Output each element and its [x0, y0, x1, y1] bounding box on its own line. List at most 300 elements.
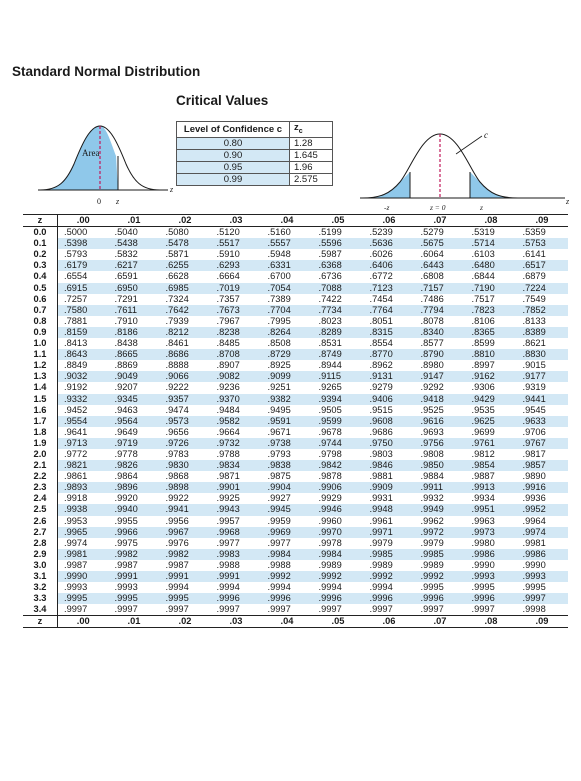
probability-cell: .9719 — [109, 438, 160, 449]
probability-cell: .9997 — [114, 604, 138, 615]
table-row — [23, 227, 568, 239]
probability-cell: .7823 — [466, 305, 517, 316]
table-row — [23, 371, 568, 382]
probability-cell: .9959 — [267, 515, 291, 526]
column-footer: .01 — [109, 616, 160, 628]
probability-cell: .9997 — [318, 604, 342, 615]
probability-cell: .9625 — [466, 416, 517, 427]
probability-cell: .9370 — [211, 394, 262, 405]
probability-cell: .9997 — [517, 593, 568, 604]
probability-cell: .5753 — [517, 238, 568, 249]
probability-cell: .6217 — [109, 260, 160, 271]
z-row-label: 2.3 — [23, 482, 58, 493]
probability-cell: .9997 — [420, 604, 444, 615]
probability-cell: .9901 — [211, 482, 262, 493]
probability-cell: .8554 — [369, 338, 393, 349]
table-row — [23, 382, 568, 393]
probability-cell: .9991 — [211, 571, 262, 582]
probability-cell: .9990 — [58, 571, 109, 582]
z-row-label: 1.1 — [23, 349, 58, 360]
table-row — [23, 438, 568, 449]
probability-cell: .9992 — [262, 571, 313, 582]
probability-cell: .9406 — [364, 394, 415, 405]
probability-cell: .9969 — [262, 527, 313, 538]
probability-cell: .9993 — [517, 571, 568, 582]
z-row-label: 1.3 — [23, 371, 58, 382]
probability-cell: .9953 — [64, 515, 88, 526]
probability-cell: .9394 — [313, 394, 364, 405]
probability-cell: .9994 — [216, 582, 240, 593]
table-row — [23, 582, 568, 593]
probability-cell: .9913 — [466, 482, 517, 493]
probability-cell: .9976 — [165, 537, 189, 548]
probability-cell: .9032 — [58, 371, 109, 382]
z-row-label: 3.1 — [23, 571, 58, 582]
probability-cell: .9761 — [466, 438, 517, 449]
column-header: .01 — [109, 215, 160, 227]
probability-cell: .8264 — [262, 327, 313, 338]
probability-cell: .9957 — [216, 515, 240, 526]
table-row — [23, 260, 568, 271]
probability-cell: .8962 — [369, 360, 393, 371]
probability-cell: .9951 — [466, 504, 517, 515]
probability-cell: .9945 — [262, 504, 313, 515]
probability-cell: .9940 — [109, 504, 160, 515]
probability-cell: .5793 — [64, 249, 88, 260]
probability-cell: .9997 — [216, 604, 240, 615]
table-row — [23, 405, 568, 416]
table-row — [23, 527, 568, 538]
probability-cell: .9382 — [262, 394, 313, 405]
probability-cell: .7852 — [517, 305, 568, 316]
probability-cell: .9015 — [522, 360, 546, 371]
probability-cell: .9484 — [216, 404, 240, 415]
probability-cell: .9656 — [165, 426, 189, 437]
column-header: .07 — [415, 215, 466, 227]
probability-cell: .9525 — [420, 404, 444, 415]
probability-cell: .9778 — [114, 448, 138, 459]
probability-cell: .9099 — [262, 371, 313, 382]
probability-cell: .5478 — [160, 238, 211, 249]
table-row — [23, 327, 568, 338]
probability-cell: .5948 — [267, 249, 291, 260]
probability-cell: .9993 — [466, 571, 517, 582]
probability-cell: .9981 — [522, 537, 546, 548]
probability-cell: .9978 — [318, 537, 342, 548]
z-row-label: 3.0 — [23, 560, 58, 571]
probability-cell: .7224 — [517, 283, 568, 294]
table-row — [23, 538, 568, 549]
probability-cell: .9686 — [369, 426, 393, 437]
column-header: .03 — [211, 215, 262, 227]
probability-cell: .9997 — [267, 604, 291, 615]
probability-cell: .8461 — [165, 338, 189, 349]
probability-cell: .9896 — [109, 482, 160, 493]
probability-cell: .9992 — [364, 571, 415, 582]
probability-cell: .9964 — [522, 515, 546, 526]
probability-cell: .8389 — [517, 327, 568, 338]
probability-cell: .9931 — [369, 493, 393, 504]
probability-cell: .8212 — [160, 327, 211, 338]
left-curve-shaded-area — [40, 126, 118, 190]
probability-cell: .5596 — [313, 238, 364, 249]
probability-cell: .9904 — [262, 482, 313, 493]
table-row — [23, 471, 568, 482]
probability-cell: .8599 — [471, 338, 495, 349]
z-row-label: 3.4 — [23, 604, 58, 616]
probability-cell: .7939 — [165, 315, 189, 326]
probability-cell: .7910 — [114, 315, 138, 326]
probability-cell: .9996 — [415, 593, 466, 604]
probability-cell: .9162 — [466, 371, 517, 382]
probability-cell: .7291 — [114, 293, 138, 304]
probability-cell: .8508 — [267, 338, 291, 349]
probability-cell: .9554 — [58, 416, 109, 427]
probability-cell: .9989 — [369, 559, 393, 570]
probability-cell: .9857 — [517, 460, 568, 471]
probability-cell: .9991 — [160, 571, 211, 582]
probability-cell: .6664 — [216, 271, 240, 282]
probability-cell: .9985 — [364, 549, 415, 560]
right-axis-label: z — [566, 197, 570, 206]
probability-cell: .6736 — [318, 271, 342, 282]
probability-cell: .9956 — [165, 515, 189, 526]
probability-cell: .8106 — [471, 315, 495, 326]
probability-cell: .7734 — [313, 305, 364, 316]
probability-cell: .9545 — [522, 404, 546, 415]
probability-cell: .9573 — [160, 416, 211, 427]
probability-cell: .6591 — [114, 271, 138, 282]
probability-cell: .5714 — [466, 238, 517, 249]
probability-cell: .6554 — [64, 271, 88, 282]
probability-cell: .5910 — [216, 249, 240, 260]
probability-cell: .9995 — [522, 582, 546, 593]
probability-cell: .9961 — [369, 515, 393, 526]
probability-cell: .8997 — [471, 360, 495, 371]
probability-cell: .9671 — [267, 426, 291, 437]
probability-cell: .5871 — [165, 249, 189, 260]
probability-cell: .8051 — [369, 315, 393, 326]
probability-cell: .9932 — [420, 493, 444, 504]
probability-cell: .9842 — [313, 460, 364, 471]
probability-cell: .5832 — [114, 249, 138, 260]
probability-cell: .7967 — [216, 315, 240, 326]
probability-cell: .9997 — [471, 604, 495, 615]
probability-cell: .9641 — [64, 426, 88, 437]
left-axis-label: z — [170, 185, 174, 194]
probability-cell: .7054 — [262, 283, 313, 294]
table-row — [23, 493, 568, 504]
probability-cell: .8186 — [109, 327, 160, 338]
probability-cell: .5000 — [64, 227, 88, 238]
z-column-footer: z — [23, 616, 58, 628]
probability-cell: .9909 — [364, 482, 415, 493]
probability-cell: .9222 — [165, 382, 189, 393]
probability-cell: .7642 — [160, 305, 211, 316]
probability-cell: .8907 — [216, 360, 240, 371]
probability-cell: .9990 — [471, 559, 495, 570]
level-of-confidence-header: Level of Confidence c — [177, 122, 290, 138]
probability-cell: .9535 — [471, 404, 495, 415]
probability-cell: .9984 — [262, 549, 313, 560]
probability-cell: .8830 — [517, 349, 568, 360]
probability-cell: .6179 — [58, 260, 109, 271]
probability-cell: .7357 — [216, 293, 240, 304]
probability-cell: .5517 — [211, 238, 262, 249]
probability-cell: .9970 — [313, 527, 364, 538]
probability-cell: .9918 — [64, 493, 88, 504]
probability-cell: .9474 — [165, 404, 189, 415]
column-header: .09 — [517, 215, 568, 227]
table-row — [23, 449, 568, 460]
probability-cell: .5557 — [262, 238, 313, 249]
probability-cell: .9726 — [160, 438, 211, 449]
probability-cell: .9996 — [262, 593, 313, 604]
probability-cell: .8413 — [64, 338, 88, 349]
probability-cell: .9788 — [216, 448, 240, 459]
probability-cell: .9995 — [160, 593, 211, 604]
probability-cell: .9995 — [58, 593, 109, 604]
critical-value-row — [177, 173, 333, 185]
probability-cell: .9987 — [114, 559, 138, 570]
z-row-label: 1.5 — [23, 394, 58, 405]
probability-cell: .9977 — [216, 537, 240, 548]
probability-cell: .8238 — [211, 327, 262, 338]
probability-cell: .9988 — [267, 559, 291, 570]
table-row — [23, 238, 568, 249]
table-row — [23, 427, 568, 438]
probability-cell: .9995 — [109, 593, 160, 604]
zc-label: z — [480, 203, 483, 212]
probability-cell: .9868 — [165, 471, 189, 482]
probability-cell: .8980 — [420, 360, 444, 371]
probability-cell: .9875 — [267, 471, 291, 482]
probability-cell: .9319 — [522, 382, 546, 393]
z-row-label: 0.5 — [23, 283, 58, 294]
probability-cell: .9994 — [165, 582, 189, 593]
z-row-label: 3.2 — [23, 582, 58, 593]
probability-cell: .9854 — [466, 460, 517, 471]
table-row — [23, 460, 568, 471]
probability-cell: .7580 — [58, 305, 109, 316]
probability-cell: .8790 — [415, 349, 466, 360]
table-row — [23, 416, 568, 427]
probability-cell: .9177 — [517, 371, 568, 382]
probability-cell: .6915 — [58, 283, 109, 294]
probability-cell: .9850 — [415, 460, 466, 471]
probability-cell: .9974 — [517, 527, 568, 538]
c-label: c — [484, 130, 488, 140]
probability-cell: .5438 — [109, 238, 160, 249]
probability-cell: .9463 — [114, 404, 138, 415]
probability-cell: .9982 — [160, 549, 211, 560]
probability-cell: .9664 — [216, 426, 240, 437]
probability-cell: .9922 — [165, 493, 189, 504]
probability-cell: .9992 — [313, 571, 364, 582]
table-row — [23, 305, 568, 316]
probability-cell: .5675 — [415, 238, 466, 249]
probability-cell: .8944 — [318, 360, 342, 371]
probability-cell: .9974 — [64, 537, 88, 548]
probability-cell: .9767 — [517, 438, 568, 449]
probability-cell: .7995 — [267, 315, 291, 326]
probability-cell: .9987 — [64, 559, 88, 570]
critical-value-row — [177, 161, 333, 173]
table-row — [23, 349, 568, 360]
probability-cell: .9207 — [114, 382, 138, 393]
probability-cell: .9893 — [58, 482, 109, 493]
zc-value-cell: 1.645 — [290, 149, 333, 161]
probability-cell: .6406 — [364, 260, 415, 271]
probability-cell: .5636 — [364, 238, 415, 249]
probability-cell: .9345 — [109, 394, 160, 405]
probability-cell: .9147 — [415, 371, 466, 382]
probability-cell: .9236 — [216, 382, 240, 393]
probability-cell: .9251 — [267, 382, 291, 393]
probability-cell: .9995 — [471, 582, 495, 593]
probability-cell: .9830 — [160, 460, 211, 471]
zc-value-cell: 1.28 — [290, 137, 333, 149]
probability-cell: .9963 — [471, 515, 495, 526]
z-row-label: 0.2 — [23, 249, 58, 260]
probability-cell: .9971 — [364, 527, 415, 538]
probability-cell: .7881 — [64, 315, 88, 326]
confidence-level-cell: 0.95 — [177, 161, 290, 173]
probability-cell: .9582 — [211, 416, 262, 427]
probability-cell: .6255 — [160, 260, 211, 271]
table-row — [23, 560, 568, 571]
probability-cell: .8770 — [364, 349, 415, 360]
probability-cell: .9699 — [471, 426, 495, 437]
z-row-label: 0.4 — [23, 271, 58, 282]
probability-cell: .9967 — [160, 527, 211, 538]
probability-cell: .9979 — [369, 537, 393, 548]
probability-cell: .9066 — [160, 371, 211, 382]
probability-cell: .9952 — [517, 504, 568, 515]
probability-cell: .9884 — [420, 471, 444, 482]
probability-cell: .9996 — [313, 593, 364, 604]
left-normal-curve-figure — [38, 112, 176, 210]
probability-cell: .9418 — [415, 394, 466, 405]
probability-cell: .9332 — [58, 394, 109, 405]
column-header: .00 — [58, 215, 109, 227]
probability-cell: .9985 — [415, 549, 466, 560]
z-row-label: 2.7 — [23, 527, 58, 538]
z-row-label: 1.6 — [23, 405, 58, 416]
probability-cell: .9808 — [420, 448, 444, 459]
probability-cell: .6141 — [522, 249, 546, 260]
probability-cell: .5359 — [522, 227, 546, 238]
table-row — [23, 482, 568, 493]
probability-cell: .9732 — [211, 438, 262, 449]
column-header: .05 — [313, 215, 364, 227]
probability-cell: .6480 — [466, 260, 517, 271]
probability-cell: .9981 — [58, 549, 109, 560]
table-row — [23, 593, 568, 604]
probability-cell: .9920 — [114, 493, 138, 504]
probability-cell: .8485 — [216, 338, 240, 349]
probability-cell: .9984 — [313, 549, 364, 560]
probability-cell: .8621 — [522, 338, 546, 349]
probability-cell: .9515 — [369, 404, 393, 415]
probability-cell: .9608 — [364, 416, 415, 427]
probability-cell: .9821 — [58, 460, 109, 471]
probability-cell: .9131 — [364, 371, 415, 382]
probability-cell: .8665 — [109, 349, 160, 360]
z-row-label: 0.1 — [23, 238, 58, 249]
table-row — [23, 283, 568, 294]
column-footer: .00 — [58, 616, 109, 628]
probability-cell: .8133 — [522, 315, 546, 326]
z-row-label: 2.1 — [23, 460, 58, 471]
probability-cell: .9616 — [415, 416, 466, 427]
column-footer: .06 — [364, 616, 415, 628]
probability-cell: .9982 — [109, 549, 160, 560]
probability-cell: .9864 — [114, 471, 138, 482]
z-row-label: 1.9 — [23, 438, 58, 449]
table-row — [23, 394, 568, 405]
probability-cell: .8340 — [415, 327, 466, 338]
column-footer: .05 — [313, 616, 364, 628]
area-label: Area — [82, 148, 100, 158]
probability-cell: .9995 — [420, 582, 444, 593]
probability-cell: .9495 — [267, 404, 291, 415]
probability-cell: .8159 — [58, 327, 109, 338]
probability-cell: .9115 — [313, 371, 364, 382]
probability-cell: .9756 — [415, 438, 466, 449]
probability-cell: .6368 — [313, 260, 364, 271]
probability-cell: .9949 — [415, 504, 466, 515]
probability-cell: .9357 — [160, 394, 211, 405]
probability-cell: .9911 — [415, 482, 466, 493]
probability-cell: .9599 — [313, 416, 364, 427]
probability-cell: .9966 — [109, 527, 160, 538]
probability-cell: .9996 — [211, 593, 262, 604]
probability-cell: .7088 — [313, 283, 364, 294]
probability-cell: .8438 — [114, 338, 138, 349]
probability-cell: .9997 — [369, 604, 393, 615]
probability-cell: .9955 — [114, 515, 138, 526]
confidence-level-cell: 0.80 — [177, 137, 290, 149]
probability-cell: .9996 — [466, 593, 517, 604]
probability-cell: .9898 — [160, 482, 211, 493]
probability-cell: .7704 — [262, 305, 313, 316]
probability-cell: .9846 — [364, 460, 415, 471]
column-header: .04 — [262, 215, 313, 227]
z-row-label: 0.7 — [23, 305, 58, 316]
probability-cell: .9987 — [165, 559, 189, 570]
probability-cell: .9713 — [58, 438, 109, 449]
zc-value-cell: 1.96 — [290, 161, 333, 173]
table-row — [23, 249, 568, 260]
probability-cell: .8925 — [267, 360, 291, 371]
probability-cell: .6293 — [211, 260, 262, 271]
probability-cell: .9706 — [522, 426, 546, 437]
probability-cell: .8643 — [58, 349, 109, 360]
probability-cell: .5160 — [267, 227, 291, 238]
probability-cell: .9772 — [64, 448, 88, 459]
probability-cell: .8729 — [262, 349, 313, 360]
probability-cell: .9279 — [369, 382, 393, 393]
probability-cell: .5239 — [369, 227, 393, 238]
column-header: .02 — [160, 215, 211, 227]
probability-cell: .9936 — [522, 493, 546, 504]
probability-cell: .8869 — [114, 360, 138, 371]
probability-cell: .6103 — [471, 249, 495, 260]
probability-cell: .6443 — [415, 260, 466, 271]
probability-cell: .9977 — [267, 537, 291, 548]
probability-cell: .9991 — [109, 571, 160, 582]
